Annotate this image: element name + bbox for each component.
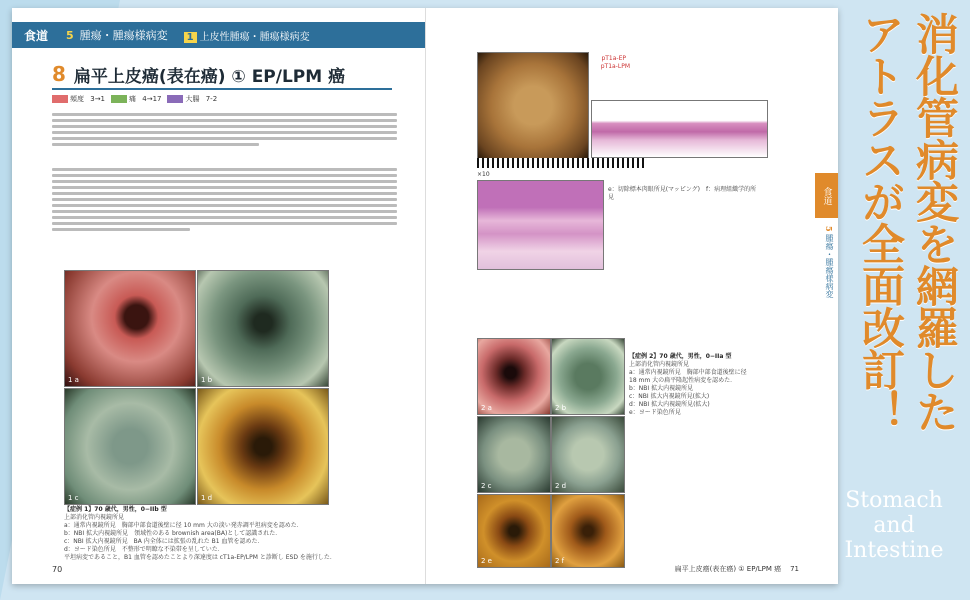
body-text-1: [52, 110, 397, 149]
iodine-stain-image-2e: 2 e: [477, 494, 551, 568]
left-page: [12, 8, 425, 584]
scale-ruler: [477, 158, 647, 168]
reference-tags: [52, 94, 217, 104]
english-title: Stomach and Intestine: [844, 488, 944, 563]
chapter-number: 5: [66, 28, 74, 42]
promo-banner: [846, 12, 966, 512]
endoscopy-image-1c: 1 c: [64, 388, 196, 505]
histology-caption: e：切除標本肉眼所見(マッピング) f：病理組織学的所見: [608, 186, 757, 201]
low-power-histology: [591, 100, 768, 158]
page-title: [52, 60, 345, 88]
endoscopy-image-1a: 1 a: [64, 270, 196, 387]
endoscopy-image-2d: 2 d: [551, 416, 625, 493]
title-rule: [52, 88, 392, 90]
section-label: 食道: [24, 28, 49, 43]
promo-headline-2: アトラスが全面改訂！: [855, 12, 905, 432]
magnification-label: ×10: [477, 171, 490, 178]
right-page: [425, 8, 838, 584]
endoscopy-image-2c: 2 c: [477, 416, 551, 493]
resected-specimen-photo: pT1a-EP pT1a-LPM: [477, 52, 589, 159]
iodine-stain-image-1d: 1 d: [197, 388, 329, 505]
tag: 頻度 3→1: [52, 94, 105, 104]
title-number: 8: [52, 62, 66, 86]
footer-running-title: 扁平上皮癌(表在癌) ① EP/LPM 癌 71: [674, 565, 799, 573]
iodine-stain-image-2f: 2 f: [551, 494, 625, 568]
body-text-2: [52, 165, 397, 234]
figure-caption: 【症例 1】70 歳代，男性，0−IIb 型 上部消化管内視鏡所見 a：通常内視鏡所見 胸部中部食道後壁に径 10 mm 大の淡い発赤調平坦病変を認めた． b：NBI 拡大内視鏡所見 領域性のある brownish area(BA)として認識された． c：NBI 拡大内視鏡所見 BA 内全体には拡張の乱れた B1 血管を認めた． d：ヨード染色所見 不整形で明瞭な不染帯を呈していた． 平坦病変であること，B1 血管を認めたことより深達度は cT1a-EP/LPM と診断し ESD を施行した．: [64, 506, 336, 561]
chapter-header: [12, 22, 425, 48]
page-number-left: 70: [52, 565, 63, 574]
endoscopy-image-1b: 1 b: [197, 270, 329, 387]
book-spread: [12, 8, 838, 584]
endoscopy-image-2a: 2 a: [477, 338, 551, 415]
endoscopy-image-2b: 2 b: [551, 338, 625, 415]
promo-headline-1: 消化管病変を網羅した: [909, 12, 959, 432]
high-power-histology: [477, 180, 604, 270]
chapter-title: 腫瘍・腫瘍様病変: [79, 29, 168, 42]
tag-swatch: [52, 95, 68, 103]
title-text: 扁平上皮癌(表在癌) ① EP/LPM 癌: [73, 66, 346, 87]
tag-swatch: [167, 95, 183, 103]
tag-swatch: [111, 95, 127, 103]
side-tab-chapter: 5 腫瘍・腫瘍様病変: [824, 226, 834, 299]
case2-caption: 【症例 2】70 歳代，男性，0−IIa 型 上部消化管内視鏡所見 a：通常内視鏡所見 胸部中部食道後壁に径 18 mm 大の扁平隆起性病変を認めた． b：NBI 拡大内視鏡所見 c：NBI 拡大内視鏡所見(拡大) d：NBI 拡大内視鏡所見(拡大) e：ヨード染色所見: [629, 353, 747, 416]
tag: 痛 4→17: [111, 94, 161, 104]
side-tab-section: 食道: [815, 173, 838, 218]
tag: 大腸 7-2: [167, 94, 217, 104]
subsection: 1 上皮性腫瘍・腫瘍様病変: [184, 28, 310, 43]
